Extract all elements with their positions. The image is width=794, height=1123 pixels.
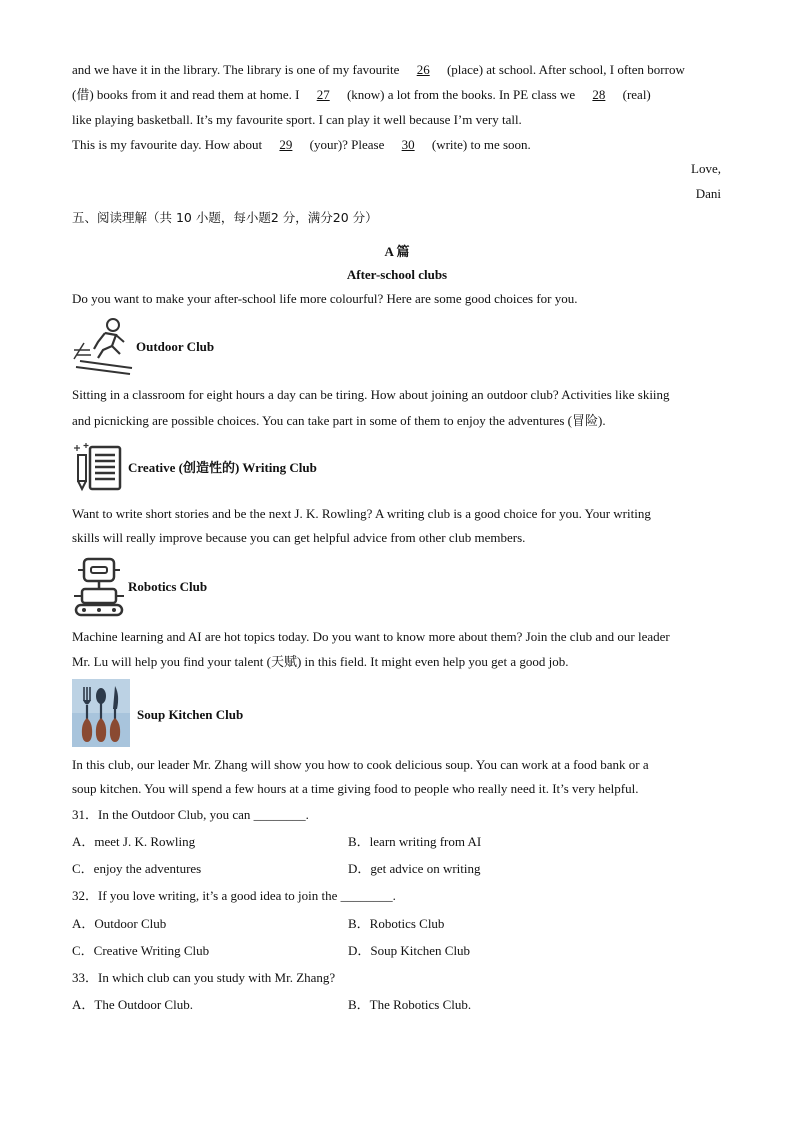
notepad-pencil-icon [72,441,124,497]
q32-option-d: D．Soup Kitchen Club [348,943,471,958]
club-title-outdoor: Outdoor Club [136,339,215,354]
passage-intro: Do you want to make your after-school life more colourful? Here are some good choices for you. [72,291,578,306]
question-33-stem: 33．In which club can you study with Mr. Zhang? [72,970,336,985]
blank-29: 29 [279,137,293,152]
q32-option-b: B．Robotics Club [348,916,445,931]
writing-text-1: Want to write short stories and be the next J. K. Rowling? A writing club is a good choice for you. Your writing [72,506,651,521]
q33-option-a: A．The Outdoor Club. [72,997,193,1012]
q32-option-a: A．Outdoor Club [72,916,167,931]
cloze-line-1: and we have it in the library. The library is one of my favourite 26 (place) at school. After school, I often borrow [72,62,685,77]
q31-option-b: B．learn writing from AI [348,834,482,849]
letter-signature: Dani [695,186,721,201]
q31-option-d: D．get advice on writing [348,861,481,876]
q32-option-c: C．Creative Writing Club [72,943,210,958]
q31-option-a: A．meet J. K. Rowling [72,834,196,849]
outdoor-text-1: Sitting in a classroom for eight hours a day can be tiring. How about joining an outdoor club? Activities like skiing [72,387,670,402]
passage-title: After-school clubs [346,267,448,282]
skier-icon [72,316,134,380]
soup-text-1: In this club, our leader Mr. Zhang will show you how to cook delicious soup. You can work at a food bank or a [72,757,649,772]
question-31-stem: 31．In the Outdoor Club, you can ________. [72,807,309,822]
letter-closing: Love, [691,161,721,176]
cloze-line-3: like playing basketball. It’s my favourite sport. I can play it well because I’m very tall. [72,112,522,127]
question-32-stem: 32．If you love writing, it’s a good idea to join the ________. [72,888,396,903]
part-label: A 篇 [384,244,410,259]
cloze-line-2: (借) books from it and read them at home. I 27 (know) a lot from the books. In PE class we 28 (real) [72,87,651,102]
cloze-line-4: This is my favourite day. How about 29 (your)? Please 30 (write) to me soon. [72,137,531,152]
soup-text-2: soup kitchen. You will spend a few hours at a time giving food to people who really need it. It’s very helpful. [72,781,639,796]
outdoor-text-2: and picnicking are possible choices. You can take part in some of them to enjoy the adventures (冒险). [72,413,606,428]
blank-26: 26 [416,62,430,77]
club-title-soup: Soup Kitchen Club [137,707,244,722]
cutlery-icon [72,679,130,751]
q33-option-b: B．The Robotics Club. [348,997,472,1012]
club-title-robotics: Robotics Club [128,579,208,594]
robotics-text-1: Machine learning and AI are hot topics today. Do you want to know more about them? Join the club and our leader [72,629,670,644]
section-heading: 五、阅读理解（共 10 小题，每小题2 分，满分20 分） [72,210,378,225]
blank-30: 30 [401,137,415,152]
club-title-writing: Creative (创造性的) Writing Club [128,460,317,475]
q31-option-c: C．enjoy the adventures [72,861,202,876]
blank-27: 27 [316,87,330,102]
robotics-text-2: Mr. Lu will help you find your talent (天赋) in this field. It might even help you get a good job. [72,654,569,669]
writing-text-2: skills will really improve because you can get helpful advice from other club members. [72,530,526,545]
blank-28: 28 [592,87,606,102]
robot-icon [72,555,126,623]
